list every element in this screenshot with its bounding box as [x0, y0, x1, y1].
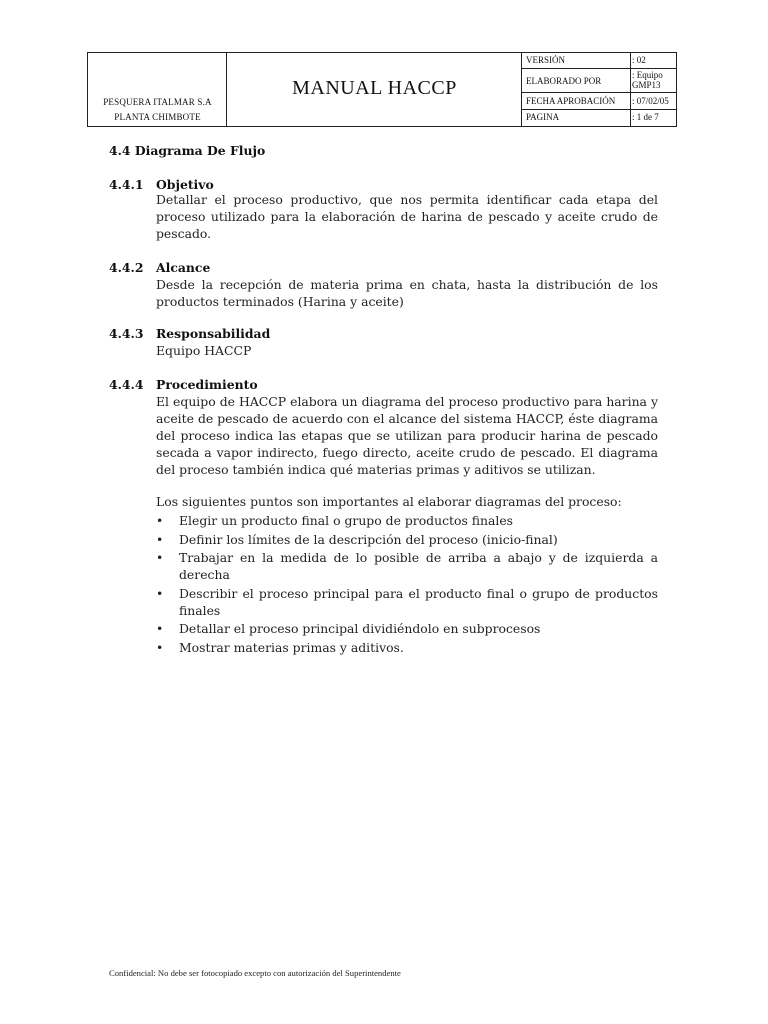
list-item-text: Definir los límites de la descripción del proceso (inicio-final): [179, 531, 558, 547]
meta-value: : Equipo GMP13: [632, 70, 663, 90]
meta-label: PAGINA: [526, 112, 560, 122]
subsection-title: Procedimiento: [156, 377, 258, 392]
bullet-icon: •: [156, 513, 164, 528]
subsection-title: Objetivo: [156, 177, 214, 192]
subsection-title: Responsabilidad: [156, 326, 271, 341]
meta-row-author: [522, 69, 677, 93]
subsection-title: Alcance: [156, 260, 211, 275]
bullet-icon: •: [156, 531, 164, 547]
subsection-text: Equipo HACCP: [156, 343, 252, 358]
list-item: [156, 531, 658, 548]
list-item-text: Mostrar materias primas y aditivos.: [179, 639, 404, 655]
meta-row-page: [522, 110, 677, 126]
company-cell: [88, 53, 227, 126]
document-title: MANUAL HACCP: [292, 77, 457, 99]
meta-label: FECHA APROBACIÓN: [526, 96, 616, 106]
meta-label: ELABORADO POR: [526, 76, 602, 86]
list-item: [156, 639, 658, 656]
subsection-number: 4.4.1: [109, 177, 144, 192]
document-header: [87, 52, 677, 127]
company-name: PESQUERA ITALMAR S.A: [103, 97, 212, 107]
list-item-text: Elegir un producto final o grupo de productos finales: [179, 513, 514, 528]
bullet-icon: •: [156, 621, 164, 636]
meta-row-date: [522, 93, 677, 110]
list-item: [156, 585, 658, 619]
bullet-list: [156, 512, 658, 657]
meta-value: : 1 de 7: [632, 112, 659, 122]
subsection-text: Desde la recepción de materia prima en chata, hasta la distribución de los productos terminados (Harina y aceite): [156, 277, 658, 309]
subsection-number: 4.4.4: [109, 377, 144, 392]
meta-row-version: [522, 53, 677, 69]
list-item: [156, 620, 658, 637]
plant-name: PLANTA CHIMBOTE: [114, 112, 201, 122]
meta-cell: [522, 53, 677, 126]
subsection-number: 4.4.3: [109, 326, 144, 341]
meta-value: : 07/02/05: [632, 96, 669, 106]
list-item: [156, 549, 658, 583]
bullet-icon: •: [156, 639, 164, 655]
list-item-text: Trabajar en la medida de lo posible de arriba a abajo y de izquierda a derecha: [179, 550, 658, 582]
list-item: [156, 512, 658, 529]
meta-value: : 02: [632, 55, 646, 65]
bullet-icon: •: [156, 585, 164, 601]
bullet-icon: •: [156, 550, 164, 565]
list-item-text: Describir el proceso principal para el producto final o grupo de productos finales: [179, 585, 658, 618]
title-cell: [227, 53, 522, 126]
subsection-text: El equipo de HACCP elabora un diagrama del proceso productivo para harina y aceite de pescado de acuerdo con el alcance del sistema HACCP, éste diagrama del proceso indica las etapas que se utilizan para producir harina de pescado secada a vapor indirecto, fuego directo, aceite crudo de pescado. El diagrama del proceso también indica qué materias primas y aditivos se utilizan.: [156, 394, 658, 477]
bullets-intro: Los siguientes puntos son importantes al elaborar diagramas del proceso:: [156, 494, 622, 509]
subsection-text: Detallar el proceso productivo, que nos permita identificar cada etapa del proceso utilizado para la elaboración de harina de pescado y aceite crudo de pescado.: [156, 192, 658, 241]
subsection-number: 4.4.2: [109, 260, 144, 275]
list-item-text: Detallar el proceso principal dividiéndolo en subprocesos: [179, 621, 541, 636]
confidentiality-footer: Confidencial: No debe ser fotocopiado excepto con autorización del Superintendente: [109, 968, 401, 978]
section-heading: 4.4 Diagrama De Flujo: [109, 143, 266, 158]
meta-label: VERSIÓN: [526, 55, 566, 65]
